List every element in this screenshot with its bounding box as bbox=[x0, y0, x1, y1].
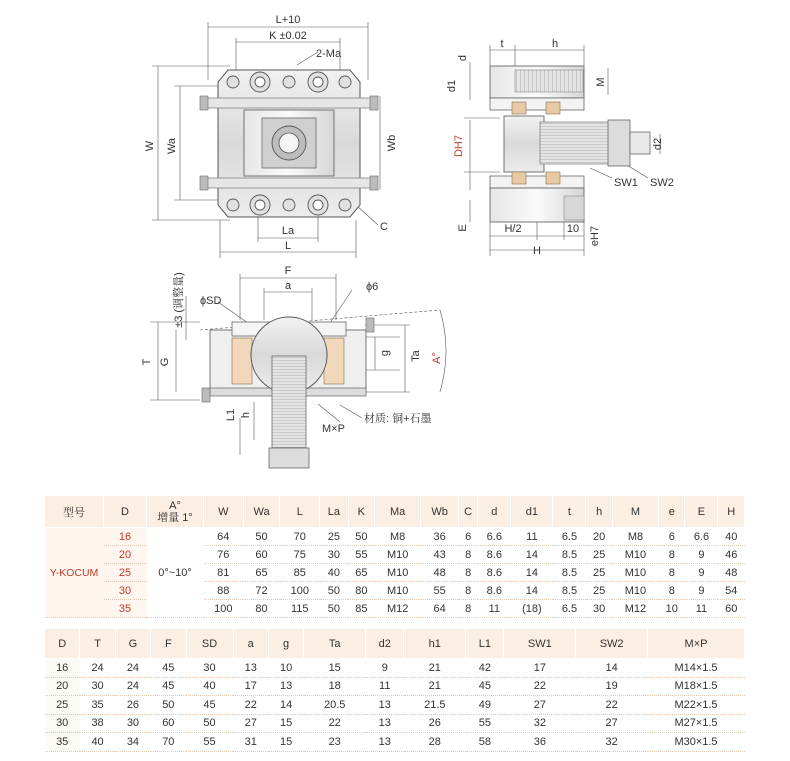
dim-phi-6: ϕ6 bbox=[366, 281, 379, 293]
th-sd: SD bbox=[186, 629, 233, 659]
th-ta: Ta bbox=[304, 629, 366, 659]
table-row bbox=[45, 677, 745, 696]
table-row bbox=[45, 733, 745, 752]
dim-w: W bbox=[144, 140, 156, 152]
table-cell: 21 bbox=[404, 659, 466, 678]
dim-ta: Ta bbox=[410, 350, 422, 362]
table-cell: 24 bbox=[115, 677, 150, 696]
th-d: D bbox=[104, 496, 147, 528]
dim-sw1: SW1 bbox=[614, 177, 638, 189]
th-t: T bbox=[80, 629, 115, 659]
table-cell: 18 bbox=[304, 677, 366, 696]
table-cell: 36 bbox=[421, 528, 459, 546]
table-cell: 64 bbox=[421, 600, 459, 618]
table-cell: 20 bbox=[586, 528, 612, 546]
table-cell: 8.6 bbox=[478, 546, 511, 564]
th-wb: Wb bbox=[421, 496, 459, 528]
table-cell: M10 bbox=[375, 546, 421, 564]
th-l: L bbox=[280, 496, 320, 528]
table-cell: 21 bbox=[404, 677, 466, 696]
table-cell: 9 bbox=[366, 659, 404, 678]
dim-eh7: eH7 bbox=[589, 225, 601, 247]
dim-k: K ±0.02 bbox=[269, 30, 307, 42]
table-cell: 58 bbox=[466, 733, 504, 752]
table-cell: 85 bbox=[280, 564, 320, 582]
table-cell: 25 bbox=[586, 582, 612, 600]
table-cell: 9 bbox=[685, 582, 718, 600]
table-cell: 50 bbox=[320, 582, 349, 600]
th-e-small: e bbox=[659, 496, 685, 528]
table-cell: 22 bbox=[576, 696, 648, 715]
dim-g-small: g bbox=[379, 349, 391, 357]
table2-body bbox=[45, 659, 745, 752]
dim-h-half: H/2 bbox=[504, 223, 522, 235]
table-cell: 43 bbox=[421, 546, 459, 564]
table-cell: 54 bbox=[718, 582, 745, 600]
spec-table-2 bbox=[44, 628, 745, 752]
table-cell: 45 bbox=[186, 696, 233, 715]
table-cell: 24 bbox=[80, 659, 115, 678]
dim-d: d bbox=[457, 54, 469, 62]
table-cell: 64 bbox=[204, 528, 244, 546]
table-cell: 70 bbox=[280, 528, 320, 546]
table-cell: 49 bbox=[466, 696, 504, 715]
dim-h1: h bbox=[240, 411, 252, 419]
table2-header-row bbox=[45, 629, 745, 659]
dim-h-side: h bbox=[551, 38, 559, 50]
side-view-drawing bbox=[446, 38, 674, 257]
table-cell: 115 bbox=[280, 600, 320, 618]
table-cell: 25 bbox=[45, 696, 80, 715]
th-f: F bbox=[151, 629, 186, 659]
th-c: C bbox=[458, 496, 477, 528]
table-cell: (18) bbox=[511, 600, 553, 618]
table-cell: 46 bbox=[718, 546, 745, 564]
table-cell: M10 bbox=[375, 582, 421, 600]
table-cell: 8.5 bbox=[553, 582, 586, 600]
table-cell: 8 bbox=[659, 546, 685, 564]
th-ma: Ma bbox=[375, 496, 421, 528]
dim-g-big: G bbox=[159, 357, 171, 367]
th-d1: d1 bbox=[511, 496, 553, 528]
table-cell: 10 bbox=[268, 659, 303, 678]
table-cell: 50 bbox=[151, 696, 186, 715]
th-wa: Wa bbox=[243, 496, 280, 528]
table-cell: 6 bbox=[659, 528, 685, 546]
table-cell: 8.6 bbox=[478, 564, 511, 582]
table-cell: 8 bbox=[659, 564, 685, 582]
table-row bbox=[45, 696, 745, 715]
table-cell: 20.5 bbox=[304, 696, 366, 715]
th-m: M bbox=[612, 496, 658, 528]
th-d2: d2 bbox=[366, 629, 404, 659]
table-cell: 80 bbox=[348, 582, 374, 600]
d-cell: 35 bbox=[104, 600, 147, 618]
table-cell: 70 bbox=[151, 733, 186, 752]
table-cell: 75 bbox=[280, 546, 320, 564]
dim-f: F bbox=[284, 265, 292, 277]
model-cell: Y-KOCUM bbox=[45, 528, 104, 618]
table-row bbox=[45, 659, 745, 678]
table-cell: M12 bbox=[612, 600, 658, 618]
th-angle-label: A° bbox=[169, 499, 181, 512]
table-cell: 30 bbox=[320, 546, 349, 564]
th-w: W bbox=[204, 496, 244, 528]
dim-e-big: E bbox=[457, 224, 469, 232]
d-cell: 16 bbox=[104, 528, 147, 546]
table-cell: 14 bbox=[576, 659, 648, 678]
table-cell: 15 bbox=[304, 659, 366, 678]
table-cell: 30 bbox=[115, 714, 150, 733]
table-cell: 22 bbox=[233, 696, 268, 715]
dim-t-sec: T bbox=[141, 358, 153, 366]
th-d-small: d bbox=[478, 496, 511, 528]
table-cell: 45 bbox=[151, 659, 186, 678]
table-cell: 35 bbox=[80, 696, 115, 715]
material-note: 材质: 铜+石墨 bbox=[364, 413, 432, 425]
table-cell: 6.5 bbox=[553, 600, 586, 618]
table-cell: 6.6 bbox=[478, 528, 511, 546]
dim-d2: d2 bbox=[652, 137, 664, 151]
table-cell: 6.5 bbox=[553, 528, 586, 546]
dim-phi-sd: ϕSD bbox=[200, 295, 222, 307]
table-cell: 30 bbox=[186, 659, 233, 678]
table-cell: 34 bbox=[115, 733, 150, 752]
th-h-small: h bbox=[586, 496, 612, 528]
table-cell: 25 bbox=[586, 564, 612, 582]
table-cell: 11 bbox=[366, 677, 404, 696]
table-cell: 80 bbox=[243, 600, 280, 618]
th-sw2: SW2 bbox=[576, 629, 648, 659]
table-cell: 30 bbox=[80, 677, 115, 696]
dim-wb: Wb bbox=[386, 134, 398, 152]
table-cell: 17 bbox=[233, 677, 268, 696]
table-cell: 19 bbox=[576, 677, 648, 696]
th-mxp: M×P bbox=[648, 629, 745, 659]
table-cell: 23 bbox=[304, 733, 366, 752]
table-cell: 8 bbox=[659, 582, 685, 600]
table-cell: 8.5 bbox=[553, 546, 586, 564]
spec-table-1 bbox=[44, 495, 745, 618]
dim-l1: L1 bbox=[225, 408, 237, 422]
table-cell: 6 bbox=[458, 528, 477, 546]
table-cell: M10 bbox=[612, 582, 658, 600]
th-e-big: E bbox=[685, 496, 718, 528]
table-cell: 14 bbox=[511, 582, 553, 600]
dim-l: L bbox=[284, 240, 292, 252]
table-cell: 9 bbox=[685, 564, 718, 582]
table-cell: 15 bbox=[268, 733, 303, 752]
table-cell: 72 bbox=[243, 582, 280, 600]
table-cell: M14×1.5 bbox=[648, 659, 745, 678]
th-t: t bbox=[553, 496, 586, 528]
table-cell: M12 bbox=[375, 600, 421, 618]
table-cell: 13 bbox=[233, 659, 268, 678]
table-cell: M18×1.5 bbox=[648, 677, 745, 696]
dim-t-side: t bbox=[500, 38, 504, 50]
table-cell: 76 bbox=[204, 546, 244, 564]
table-cell: 8 bbox=[458, 564, 477, 582]
table-cell: 60 bbox=[151, 714, 186, 733]
table-cell: 60 bbox=[243, 546, 280, 564]
dim-l-plus-10: L+10 bbox=[275, 14, 301, 26]
table-cell: 22 bbox=[304, 714, 366, 733]
d-cell: 20 bbox=[104, 546, 147, 564]
dim-sw2: SW2 bbox=[650, 177, 674, 189]
table-cell: 25 bbox=[586, 546, 612, 564]
table-cell: 55 bbox=[186, 733, 233, 752]
th-angle bbox=[147, 496, 204, 528]
table-cell: M10 bbox=[612, 564, 658, 582]
table-cell: 13 bbox=[366, 733, 404, 752]
table-cell: 28 bbox=[404, 733, 466, 752]
dim-h-total: H bbox=[533, 245, 541, 257]
table-cell: 13 bbox=[268, 677, 303, 696]
table-cell: 25 bbox=[320, 528, 349, 546]
dim-mxp: M×P bbox=[322, 423, 345, 435]
table-cell: 30 bbox=[586, 600, 612, 618]
table-cell: 14 bbox=[511, 564, 553, 582]
d-cell: 25 bbox=[104, 564, 147, 582]
th-l1: L1 bbox=[466, 629, 504, 659]
dim-la: La bbox=[281, 225, 295, 237]
table-cell: 81 bbox=[204, 564, 244, 582]
table-cell: 40 bbox=[718, 528, 745, 546]
table-cell: 100 bbox=[280, 582, 320, 600]
table1-header-row bbox=[45, 496, 745, 528]
table-cell: 40 bbox=[186, 677, 233, 696]
table-cell: 40 bbox=[320, 564, 349, 582]
table-cell: 21.5 bbox=[404, 696, 466, 715]
table-cell: 48 bbox=[718, 564, 745, 582]
th-k: K bbox=[348, 496, 374, 528]
table-cell: M30×1.5 bbox=[648, 733, 745, 752]
table-cell: 10 bbox=[659, 600, 685, 618]
table-cell: 100 bbox=[204, 600, 244, 618]
table-cell: M10 bbox=[612, 546, 658, 564]
table-cell: 9 bbox=[685, 546, 718, 564]
table1-body bbox=[45, 528, 745, 618]
table-cell: 50 bbox=[320, 600, 349, 618]
table-cell: 65 bbox=[243, 564, 280, 582]
table-cell: 65 bbox=[348, 564, 374, 582]
table-cell: 11 bbox=[511, 528, 553, 546]
th-h1: h1 bbox=[404, 629, 466, 659]
table-cell: 26 bbox=[404, 714, 466, 733]
table-cell: 22 bbox=[504, 677, 576, 696]
table-cell: 14 bbox=[268, 696, 303, 715]
dim-2-ma: 2-Ma bbox=[316, 48, 342, 60]
table-cell: 40 bbox=[80, 733, 115, 752]
table-cell: 50 bbox=[348, 528, 374, 546]
d-cell: 30 bbox=[104, 582, 147, 600]
table-cell: M22×1.5 bbox=[648, 696, 745, 715]
dim-wa: Wa bbox=[166, 137, 178, 155]
table-cell: 38 bbox=[80, 714, 115, 733]
th-model: 型号 bbox=[45, 496, 104, 528]
top-view-drawing bbox=[144, 14, 398, 258]
table-cell: 35 bbox=[45, 733, 80, 752]
table-cell: 8 bbox=[458, 600, 477, 618]
table-cell: 13 bbox=[366, 714, 404, 733]
dim-m-side: M bbox=[595, 77, 607, 87]
table-cell: 8.6 bbox=[478, 582, 511, 600]
table-cell: 55 bbox=[421, 582, 459, 600]
table-cell: 15 bbox=[268, 714, 303, 733]
table-cell: M8 bbox=[375, 528, 421, 546]
section-view-drawing bbox=[141, 265, 446, 468]
dim-dh7: DH7 bbox=[453, 134, 465, 158]
dim-d1: d1 bbox=[446, 79, 458, 93]
table-row bbox=[45, 714, 745, 733]
table-cell: 48 bbox=[421, 564, 459, 582]
table-cell: 27 bbox=[576, 714, 648, 733]
table-cell: 20 bbox=[45, 677, 80, 696]
th-angle-sub: 增量 1° bbox=[157, 511, 193, 524]
table-cell: 50 bbox=[243, 528, 280, 546]
table-cell: 36 bbox=[504, 733, 576, 752]
table-cell: 26 bbox=[115, 696, 150, 715]
table-cell: 8.5 bbox=[553, 564, 586, 582]
table-cell: M10 bbox=[375, 564, 421, 582]
dim-10: 10 bbox=[566, 223, 580, 235]
table-cell: 13 bbox=[366, 696, 404, 715]
table-cell: 32 bbox=[504, 714, 576, 733]
table-cell: M8 bbox=[612, 528, 658, 546]
table-row bbox=[45, 528, 745, 546]
table-cell: 45 bbox=[466, 677, 504, 696]
table-cell: 27 bbox=[233, 714, 268, 733]
table-cell: 24 bbox=[115, 659, 150, 678]
table-cell: 6.6 bbox=[685, 528, 718, 546]
table-cell: 42 bbox=[466, 659, 504, 678]
table-cell: 45 bbox=[151, 677, 186, 696]
table-cell: 31 bbox=[233, 733, 268, 752]
table-cell: M27×1.5 bbox=[648, 714, 745, 733]
table-cell: 11 bbox=[478, 600, 511, 618]
table-cell: 27 bbox=[504, 696, 576, 715]
th-sw1: SW1 bbox=[504, 629, 576, 659]
table-cell: 8 bbox=[458, 582, 477, 600]
table-cell: 55 bbox=[348, 546, 374, 564]
table-cell: 55 bbox=[466, 714, 504, 733]
th-la: La bbox=[320, 496, 349, 528]
table-cell: 14 bbox=[511, 546, 553, 564]
dim-adjust: ±3 (调整量) bbox=[173, 272, 185, 328]
table-cell: 11 bbox=[685, 600, 718, 618]
table-cell: 50 bbox=[186, 714, 233, 733]
table-cell: 16 bbox=[45, 659, 80, 678]
table-cell: 8 bbox=[458, 546, 477, 564]
th-g: G bbox=[115, 629, 150, 659]
dim-a: a bbox=[284, 280, 292, 292]
table-cell: 30 bbox=[45, 714, 80, 733]
table-cell: 85 bbox=[348, 600, 374, 618]
dim-angle: A° bbox=[431, 352, 443, 364]
angle-range-cell: 0°~10° bbox=[147, 528, 204, 618]
dim-c: C bbox=[380, 221, 388, 233]
table-cell: 32 bbox=[576, 733, 648, 752]
th-d: D bbox=[45, 629, 80, 659]
table-cell: 60 bbox=[718, 600, 745, 618]
table-cell: 88 bbox=[204, 582, 244, 600]
th-a: a bbox=[233, 629, 268, 659]
th-h-big: H bbox=[718, 496, 745, 528]
table-cell: 17 bbox=[504, 659, 576, 678]
th-g-small: g bbox=[268, 629, 303, 659]
